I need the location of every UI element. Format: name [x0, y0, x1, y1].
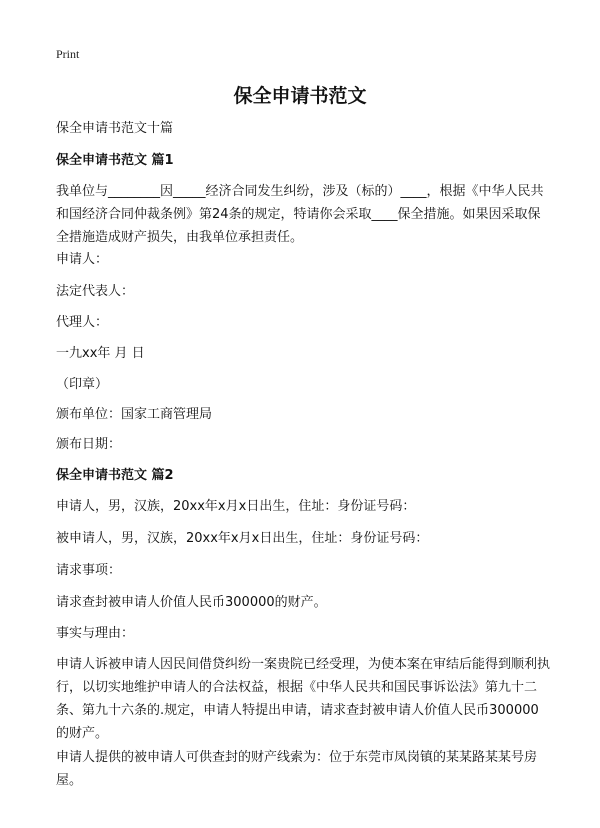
paragraph: 被申请人，男，汉族，20xx年x月x日出生，住址：身份证号码： [56, 531, 429, 546]
paragraph: 一九xx年 月 日 [56, 346, 145, 361]
paragraph: 代理人： [56, 315, 109, 330]
paragraph: 请求查封被申请人价值人民币300000的财产。 [56, 595, 327, 610]
paragraph: 申请人，男，汉族，20xx年x月x日出生，住址：身份证号码： [56, 499, 416, 514]
section-heading-1: 保全申请书范文 篇1 [56, 153, 174, 168]
paragraph: 事实与理由： [56, 626, 135, 641]
paragraph: 颁布单位：国家工商管理局 [56, 407, 213, 422]
paragraph: （印章） [56, 377, 109, 392]
print-label: Print [56, 47, 80, 61]
section-heading-2: 保全申请书范文 篇2 [56, 468, 174, 483]
paragraph: 申请人提供的被申请人可供查封的财产线索为：位于东莞市凤岗镇的某某路某某号房屋。 [56, 750, 538, 788]
document-subtitle: 保全申请书范文十篇 [56, 121, 174, 136]
paragraph: 请求事项： [56, 563, 122, 578]
paragraph: 申请人： [56, 252, 109, 267]
paragraph: 申请人诉被申请人因民间借贷纠纷一案贵院已经受理，为使本案在审结后能得到顺利执行，以切实地维护申请人的合法权益，根据《中华人民共和国民事诉讼法》第九十二条、第九十六条的.规定，申请人特提出申请，请求查封被申请人价值人民币300000的财产。 [56, 657, 551, 741]
document-title: 保全申请书范文 [233, 85, 367, 107]
paragraph: 颁布日期： [56, 437, 122, 452]
paragraph: 我单位与________因_____经济合同发生纠纷，涉及（标的）____，根据《中华人民共和国经济合同仲裁条例》第24条的规定，特请你会采取____保全措施。如果因采取保全措施造成财产损失，由我单位承担责任。 [56, 184, 544, 245]
paragraph: 法定代表人： [56, 284, 135, 299]
